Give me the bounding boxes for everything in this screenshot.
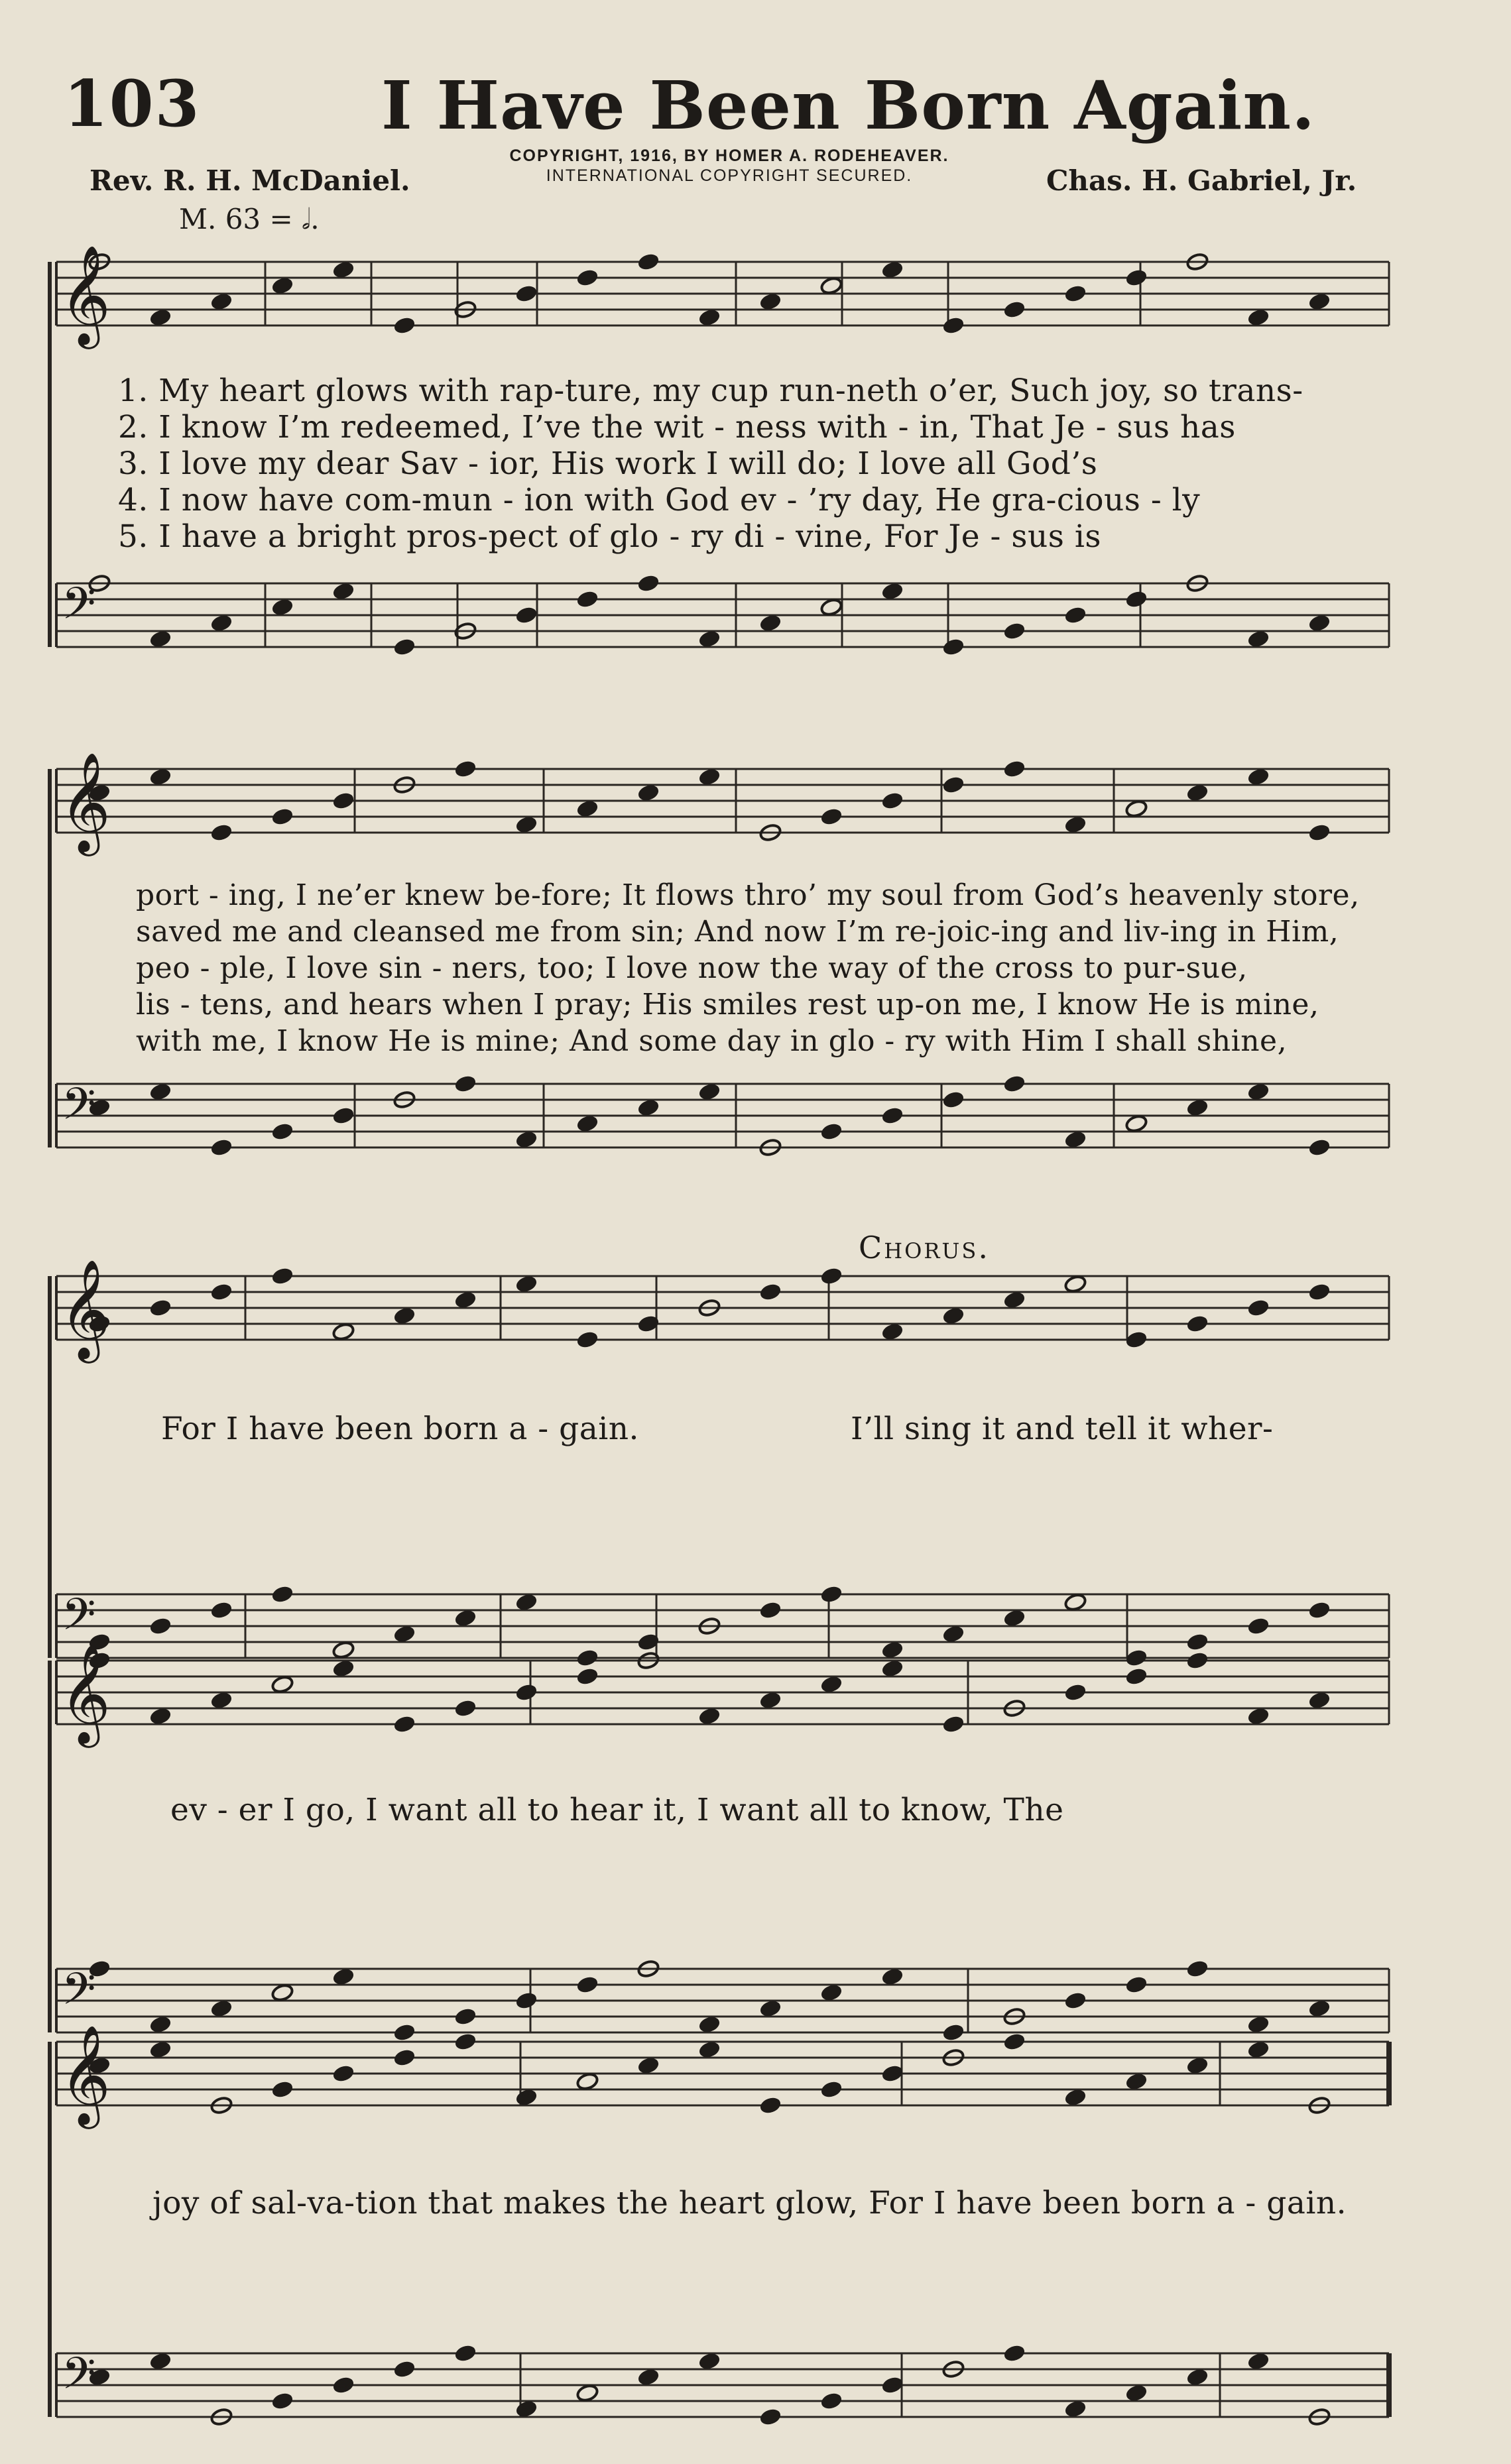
note-head xyxy=(1185,1651,1209,1670)
verse-4-line-1: 4. I now have com-mun - ion with God ev - ’ry day, He gra-cious - ly xyxy=(118,482,1201,518)
note-head xyxy=(758,2407,782,2426)
note-head xyxy=(1002,1290,1026,1309)
note-head xyxy=(941,1714,965,1733)
note-head xyxy=(941,1624,965,1643)
note-head xyxy=(819,1266,843,1285)
note-head xyxy=(1246,1082,1270,1101)
note-head xyxy=(697,2040,721,2059)
note-head xyxy=(1063,1592,1087,1612)
bass-clef-icon: 𝄢 xyxy=(62,578,96,640)
note-head xyxy=(819,807,843,826)
note-head xyxy=(453,1074,477,1093)
note-head xyxy=(758,1690,782,1710)
note-head xyxy=(1063,1991,1087,2010)
note-head xyxy=(1124,1330,1148,1349)
note-head xyxy=(271,2080,294,2099)
note-head xyxy=(1063,2399,1087,2418)
note-head xyxy=(575,1667,599,1686)
chorus-line-1: I’ll sing it and tell it wher- xyxy=(851,1411,1274,1447)
note-head xyxy=(697,767,721,786)
note-head xyxy=(880,581,904,601)
note-head xyxy=(1307,1138,1331,1157)
note-head xyxy=(1124,268,1148,287)
note-head xyxy=(271,807,294,826)
chorus-label: Chorus. xyxy=(859,1230,990,1265)
verse-3-line-1: 3. I love my dear Sav - ior, His work I will do; I love all God’s xyxy=(118,445,1098,482)
note-head xyxy=(819,1122,843,1141)
hymn-title: I Have Been Born Again. xyxy=(381,66,1315,145)
bass-clef-icon: 𝄢 xyxy=(62,1079,96,1140)
note-head xyxy=(1185,2367,1209,2386)
note-head xyxy=(332,2375,355,2394)
note-head xyxy=(1002,1608,1026,1627)
note-head xyxy=(453,2007,477,2026)
note-head xyxy=(271,1674,294,1694)
note-head xyxy=(819,597,843,616)
note-head xyxy=(880,2064,904,2083)
note-head xyxy=(1124,1114,1148,1133)
verse-5-line-1: 5. I have a bright pros-pect of glo - ry di - vine, For Je - sus is xyxy=(118,518,1101,555)
note-head xyxy=(880,1659,904,1678)
note-head xyxy=(819,2391,843,2410)
note-head xyxy=(210,1138,233,1157)
note-head xyxy=(1307,1690,1331,1710)
note-head xyxy=(1185,2056,1209,2075)
note-head xyxy=(149,767,172,786)
note-head xyxy=(271,2391,294,2410)
note-head xyxy=(393,2359,416,2378)
note-head xyxy=(758,1600,782,1619)
note-head xyxy=(1307,1999,1331,2018)
note-head xyxy=(149,1616,172,1635)
note-head xyxy=(210,1282,233,1301)
note-head xyxy=(880,1967,904,1986)
bass-clef-icon: 𝄢 xyxy=(62,2348,96,2410)
copyright-line: INTERNATIONAL COPYRIGHT SECURED. xyxy=(546,166,913,185)
note-head xyxy=(393,1624,416,1643)
note-head xyxy=(819,276,843,295)
note-head xyxy=(1185,783,1209,802)
note-head xyxy=(1002,2032,1026,2051)
note-head xyxy=(1124,799,1148,818)
note-head xyxy=(1246,2040,1270,2059)
note-head xyxy=(271,1584,294,1604)
note-head xyxy=(575,1648,599,1667)
note-head xyxy=(697,629,721,648)
note-head xyxy=(1063,1682,1087,1702)
note-head xyxy=(514,1130,538,1149)
note-head xyxy=(514,2087,538,2107)
composer-credit: Chas. H. Gabriel, Jr. xyxy=(1046,164,1357,197)
note-head xyxy=(149,2040,172,2059)
verse-5-line-2: with me, I know He is mine; And some day in glo - ry with Him I shall shine, xyxy=(136,1024,1288,1058)
note-head xyxy=(210,613,233,632)
note-head xyxy=(514,815,538,834)
verse-1-line-1: 1. My heart glows with rap-ture, my cup run-neth o’er, Such joy, so trans- xyxy=(118,373,1303,409)
note-head xyxy=(1002,300,1026,319)
note-head xyxy=(149,2351,172,2371)
note-head xyxy=(1246,1706,1270,1726)
tempo-marking: M. 63 = 𝅗𝅥. xyxy=(179,203,320,235)
note-head xyxy=(332,581,355,601)
note-head xyxy=(636,1098,660,1117)
note-head xyxy=(332,1640,355,1659)
note-head xyxy=(575,1114,599,1133)
verse-2-line-2: saved me and cleansed me from sin; And now I’m re-joic-ing and liv-ing in Him, xyxy=(136,915,1339,949)
note-head xyxy=(1002,759,1026,778)
note-head xyxy=(636,2367,660,2386)
note-head xyxy=(393,1306,416,1325)
note-head xyxy=(1002,2343,1026,2363)
note-head xyxy=(819,1983,843,2002)
note-head xyxy=(393,1714,416,1733)
note-head xyxy=(393,637,416,656)
note-head xyxy=(575,2072,599,2091)
note-head xyxy=(941,637,965,656)
note-head xyxy=(514,1592,538,1612)
chorus-line-2: ev - er I go, I want all to hear it, I want all to know, The xyxy=(170,1792,1064,1828)
note-head xyxy=(271,276,294,295)
note-head xyxy=(1246,1298,1270,1317)
note-head xyxy=(271,1266,294,1285)
note-head xyxy=(453,2343,477,2363)
note-head xyxy=(1185,1098,1209,1117)
note-head xyxy=(1307,613,1331,632)
treble-clef-icon: 𝄞 xyxy=(60,2024,111,2125)
note-head xyxy=(149,1082,172,1101)
bass-clef-icon: 𝄢 xyxy=(62,1964,96,2025)
note-head xyxy=(210,1999,233,2018)
note-head xyxy=(1063,284,1087,303)
note-head xyxy=(636,2056,660,2075)
note-head xyxy=(271,597,294,616)
note-head xyxy=(393,316,416,335)
treble-clef-icon: 𝄞 xyxy=(60,244,111,345)
note-head xyxy=(514,605,538,624)
note-head xyxy=(1124,1648,1148,1667)
note-head xyxy=(271,1122,294,1141)
note-head xyxy=(453,759,477,778)
note-head xyxy=(1307,292,1331,311)
note-head xyxy=(758,2095,782,2115)
note-head xyxy=(880,2375,904,2394)
note-head xyxy=(819,1674,843,1694)
note-head xyxy=(880,1322,904,1341)
note-head xyxy=(514,1274,538,1293)
note-head xyxy=(1063,1274,1087,1293)
note-head xyxy=(149,308,172,327)
note-head xyxy=(332,791,355,810)
note-head xyxy=(575,1975,599,1994)
note-head xyxy=(393,2048,416,2067)
note-head xyxy=(1124,2072,1148,2091)
note-head xyxy=(210,292,233,311)
lyricist-credit: Rev. R. H. McDaniel. xyxy=(90,164,410,197)
note-head xyxy=(636,573,660,593)
copyright-line: COPYRIGHT, 1916, BY HOMER A. RODEHEAVER. xyxy=(509,147,949,165)
note-head xyxy=(1124,2383,1148,2402)
note-head xyxy=(1246,2015,1270,2034)
verse-1-line-2: port - ing, I ne’er knew be-fore; It flows thro’ my soul from God’s heavenly store, xyxy=(136,878,1360,912)
note-head xyxy=(332,260,355,279)
note-head xyxy=(941,1306,965,1325)
note-head xyxy=(453,1698,477,1718)
note-head xyxy=(697,2351,721,2371)
note-head xyxy=(819,1584,843,1604)
note-head xyxy=(1246,767,1270,786)
note-head xyxy=(941,775,965,794)
note-head xyxy=(149,2015,172,2034)
notes xyxy=(60,244,1331,2427)
note-head xyxy=(1124,1667,1148,1686)
note-head xyxy=(514,1991,538,2010)
note-head xyxy=(697,308,721,327)
note-head xyxy=(1307,1282,1331,1301)
note-head xyxy=(697,2015,721,2034)
note-head xyxy=(1124,1975,1148,1994)
note-head xyxy=(332,1322,355,1341)
note-head xyxy=(575,2383,599,2402)
note-head xyxy=(880,791,904,810)
note-head xyxy=(575,268,599,287)
note-head xyxy=(1063,1130,1087,1149)
note-head xyxy=(758,613,782,632)
note-head xyxy=(1063,2087,1087,2107)
note-head xyxy=(697,1706,721,1726)
note-head xyxy=(332,2064,355,2083)
note-head xyxy=(1185,1314,1209,1333)
note-head xyxy=(575,799,599,818)
note-head xyxy=(880,1640,904,1659)
note-head xyxy=(514,1682,538,1702)
note-head xyxy=(149,1298,172,1317)
hymn-number: 103 xyxy=(64,66,201,141)
note-head xyxy=(1002,621,1026,640)
chorus-line-3: joy of sal-va-tion that makes the heart glow, For I have been born a - gain. xyxy=(152,2185,1347,2221)
note-head xyxy=(332,1967,355,1986)
note-head xyxy=(941,1090,965,1109)
note-head xyxy=(1185,1632,1209,1651)
note-head xyxy=(210,1600,233,1619)
treble-clef-icon: 𝄞 xyxy=(60,1643,111,1743)
note-head xyxy=(332,1106,355,1125)
note-head xyxy=(1246,2351,1270,2371)
note-head xyxy=(210,823,233,842)
note-head xyxy=(575,589,599,609)
note-head xyxy=(453,2032,477,2051)
note-head xyxy=(149,1706,172,1726)
note-head xyxy=(149,629,172,648)
note-head xyxy=(941,316,965,335)
note-head xyxy=(575,1330,599,1349)
note-head xyxy=(636,783,660,802)
note-head xyxy=(1063,815,1087,834)
note-head xyxy=(1185,1959,1209,1978)
note-head xyxy=(1002,1074,1026,1093)
note-head xyxy=(210,1690,233,1710)
refrain-lead-line: For I have been born a - gain. xyxy=(161,1411,639,1447)
note-head xyxy=(697,1082,721,1101)
treble-clef-icon: 𝄞 xyxy=(60,751,111,852)
bass-clef-icon: 𝄢 xyxy=(62,1589,96,1651)
note-head xyxy=(636,252,660,271)
verse-2-line-1: 2. I know I’m redeemed, I’ve the wit - ness with - in, That Je - sus has xyxy=(118,409,1236,445)
note-head xyxy=(1063,605,1087,624)
note-head xyxy=(819,2080,843,2099)
verse-3-line-2: peo - ple, I love sin - ners, too; I love now the way of the cross to pur-sue, xyxy=(136,951,1248,985)
note-head xyxy=(453,1608,477,1627)
note-head xyxy=(941,2023,965,2042)
note-head xyxy=(1246,1616,1270,1635)
note-head xyxy=(393,2023,416,2042)
note-head xyxy=(1124,589,1148,609)
note-head xyxy=(758,1999,782,2018)
note-head xyxy=(514,284,538,303)
note-head xyxy=(880,1106,904,1125)
note-head xyxy=(453,1290,477,1309)
note-head xyxy=(332,1659,355,1678)
note-head xyxy=(1307,823,1331,842)
note-head xyxy=(758,1282,782,1301)
note-head xyxy=(1307,1600,1331,1619)
treble-clef-icon: 𝄞 xyxy=(60,1258,111,1359)
note-head xyxy=(1246,308,1270,327)
note-head xyxy=(1246,629,1270,648)
note-head xyxy=(514,2399,538,2418)
note-head xyxy=(271,1983,294,2002)
note-head xyxy=(880,260,904,279)
verse-4-line-2: lis - tens, and hears when I pray; His smiles rest up-on me, I know He is mine, xyxy=(136,988,1319,1022)
note-head xyxy=(758,292,782,311)
